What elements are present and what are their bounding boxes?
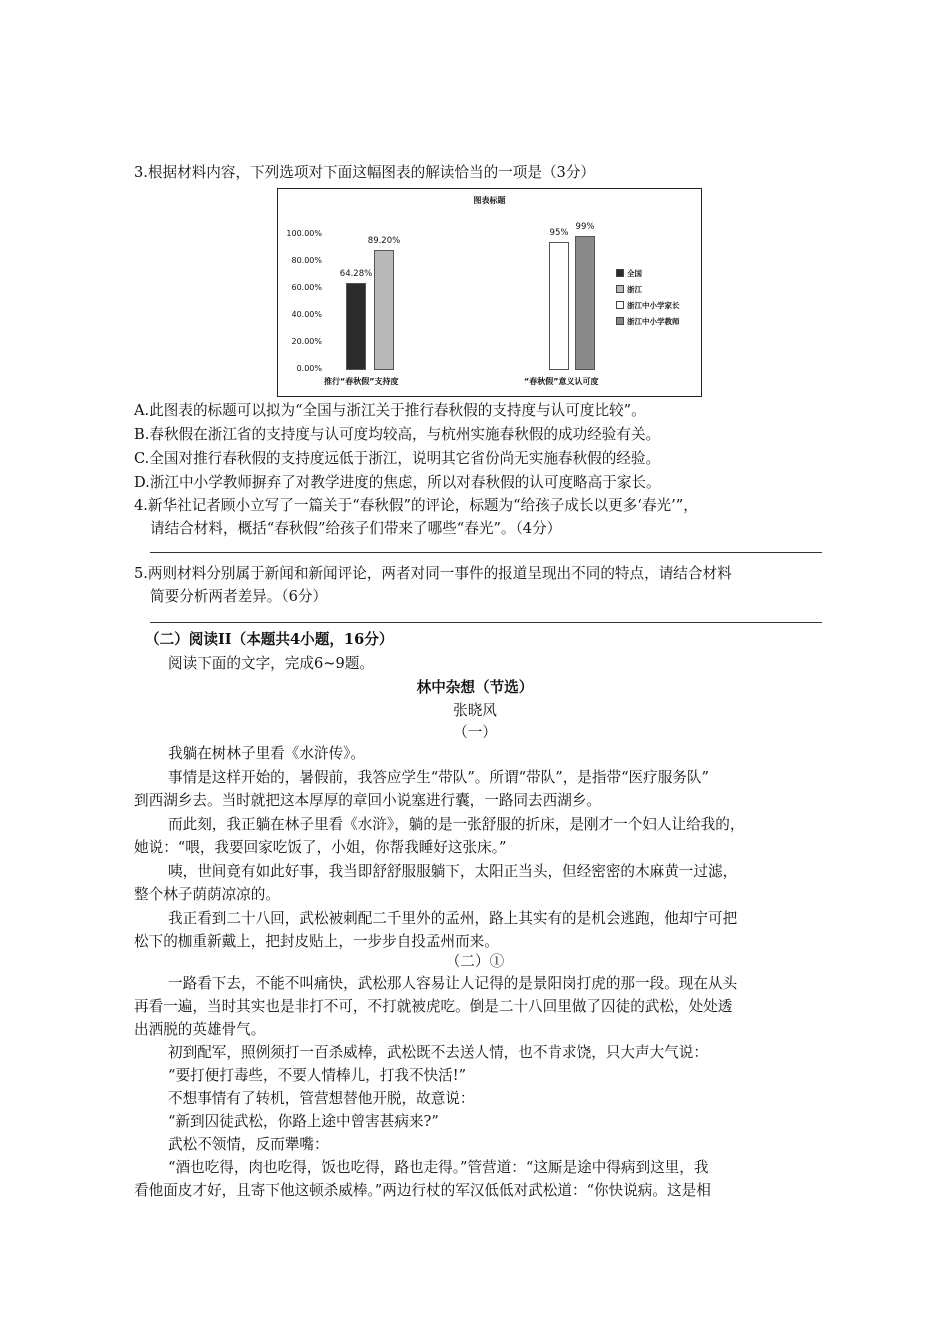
bar-chart [277,188,702,397]
y-tick-label: 0.00% [296,364,322,373]
q5-line1: 5.两则材料分别属于新闻和新闻评论，两者对同一事件的报道呈现出不同的特点，请结合材料 [134,565,732,582]
section-instruction: 阅读下面的文字，完成6~9题。 [168,655,374,672]
paragraph-line: 松下的枷重新戴上，把封皮贴上，一步步自投孟州而来。 [134,933,499,950]
bar-parents [549,242,569,370]
paragraph-line: 初到配军，照例须打一百杀威棒，武松既不去送人情，也不肯求饶，只大声大气说： [168,1044,708,1061]
q3-option-a: A.此图表的标题可以拟为“全国与浙江关于推行春秋假的支持度与认可度比较”。 [134,402,646,419]
paragraph-line: 而此刻，我正躺在林子里看《水浒》，躺的是一张舒服的折床，是刚才一个妇人让给我的， [168,816,745,833]
paragraph-line: 她说：“喂，我要回家吃饭了，小姐，你帮我睡好这张床。” [134,839,507,856]
q3-stem: 3.根据材料内容，下列选项对下面这幅图表的解读恰当的一项是（3分） [134,164,596,181]
y-tick-label: 80.00% [291,256,322,265]
q4-answer-line [150,552,822,553]
q3-option-c: C.全国对推行春秋假的支持度远低于浙江，说明其它省份尚无实施春秋假的经验。 [134,450,661,467]
paragraph-line: 到西湖乡去。当时就把这本厚厚的章回小说塞进行囊，一路同去西湖乡。 [134,792,602,809]
q4-line1: 4.新华社记者顾小立写了一篇关于“春秋假”的评论，标题为“给孩子成长以更多‘春光’”， [134,497,698,514]
bar-zhejiang [374,250,394,370]
passage-author: 张晓风 [453,702,497,719]
legend-item-zhejiang: 浙江 [616,281,680,297]
q5-line2: 简要分析两者差异。（6分） [150,588,328,605]
q3-option-d: D.浙江中小学教师摒弃了对教学进度的焦虑，所以对春秋假的认可度略高于家长。 [134,474,661,491]
bar-value-label: 64.28% [339,269,373,280]
chart-legend [616,265,680,329]
paragraph-line: “新到囚徒武松，你路上途中曾害甚病来?” [168,1113,439,1130]
paragraph-line: 我躺在树林子里看《水浒传》。 [168,745,366,762]
x-category-recognition: “春秋假”意义认可度 [524,377,599,386]
part1-marker: （一） [453,724,497,741]
legend-swatch-parents [616,301,624,309]
passage-title: 林中杂想（节选） [416,679,534,696]
bar-value-label: 99% [575,222,595,233]
legend-swatch-teachers [616,317,624,325]
bar-teachers [575,236,595,370]
paragraph-line: “要打便打毒些，不要人情棒儿，打我不快活!” [168,1067,467,1084]
paragraph-line: 不想事情有了转机，管营想替他开脱，故意说： [168,1090,475,1107]
paragraph-line: 再看一遍，当时其实也是非打不可，不打就被虎吃。倒是二十八回里做了囚徒的武松，处处透 [134,998,733,1015]
paragraph-line: 整个林子荫荫凉凉的。 [134,886,280,903]
chart-title: 图表标题 [473,196,506,205]
paragraph-line: 武松不领情，反而犟嘴： [168,1136,329,1153]
q5-answer-line [150,622,822,623]
paragraph-line: 出洒脱的英雄骨气。 [134,1021,266,1038]
legend-item-parents: 浙江中小学家长 [616,297,680,313]
y-tick-label: 40.00% [291,310,322,319]
y-tick-label: 60.00% [291,283,322,292]
paragraph-line: 一路看下去，不能不叫痛快，武松那人容易让人记得的是景阳岗打虎的那一段。现在从头 [168,975,738,992]
paragraph-line: 我正看到二十八回，武松被刺配二千里外的孟州，路上其实有的是机会逃跑，他却宁可把 [168,910,738,927]
x-category-support: 推行“春秋假”支持度 [324,377,399,386]
paragraph-line: “酒也吃得，肉也吃得，饭也吃得，路也走得。”管营道：“这厮是途中得病到这里，我 [168,1159,709,1176]
legend-item-teachers: 浙江中小学教师 [616,313,680,329]
section-heading: （二）阅读II（本题共4小题，16分） [145,631,394,648]
bar-value-label: 89.20% [367,235,401,246]
part2-marker: （二）① [445,953,505,970]
bar-value-label: 95% [549,227,569,238]
q3-option-b: B.春秋假在浙江省的支持度与认可度均较高，与杭州实施春秋假的成功经验有关。 [134,426,661,443]
paragraph-line: 咦，世间竟有如此好事，我当即舒舒服服躺下，太阳正当头，但经密密的木麻黄一过滤， [168,863,738,880]
paragraph-line: 事情是这样开始的，暑假前，我答应学生“带队”。所谓“带队”，是指带“医疗服务队” [168,769,709,786]
paragraph-line: 看他面皮才好，且寄下他这顿杀威棒。”两边行杖的军汉低低对武松道：“你快说病。这是相 [134,1182,711,1199]
q4-line2: 请结合材料，概括“春秋假”给孩子们带来了哪些“春光”。（4分） [150,520,562,537]
bar-national [346,283,366,370]
y-tick-label: 100.00% [286,229,322,238]
legend-swatch-national [616,269,624,277]
legend-item-national: 全国 [616,265,680,281]
legend-swatch-zhejiang [616,285,624,293]
y-tick-label: 20.00% [291,337,322,346]
